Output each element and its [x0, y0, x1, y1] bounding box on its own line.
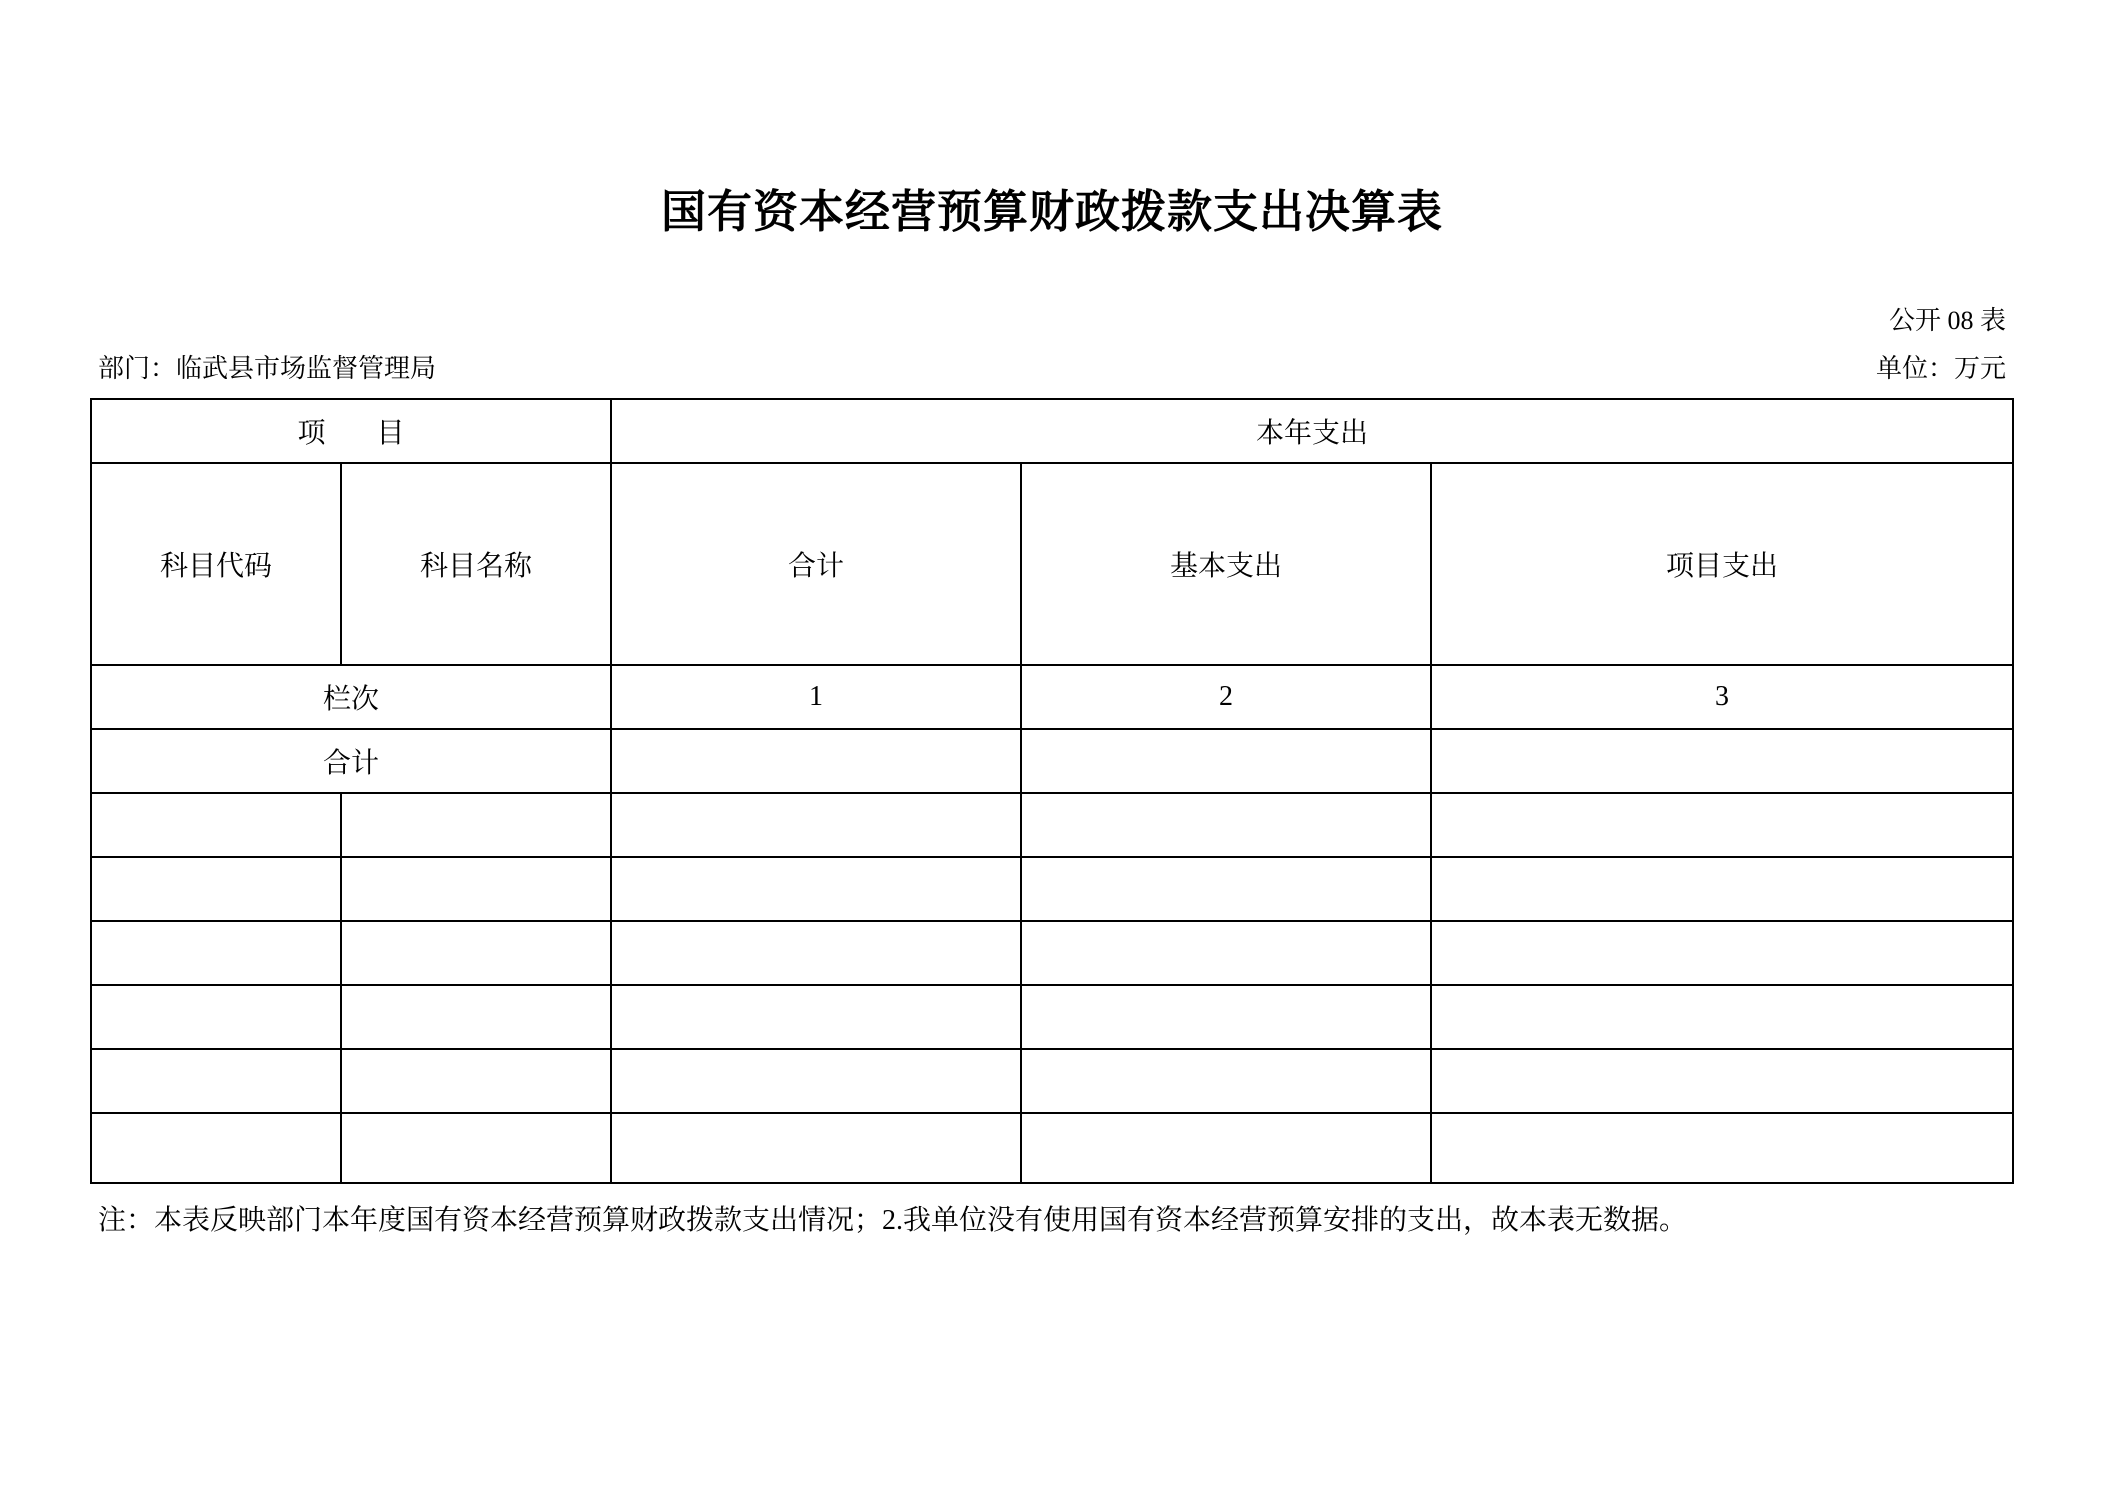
- row-project: [1431, 921, 2013, 985]
- column-index-label: 栏次: [91, 665, 611, 729]
- row-code: [91, 1113, 341, 1183]
- row-code: [91, 1049, 341, 1113]
- row-code: [91, 921, 341, 985]
- row-total: [611, 985, 1021, 1049]
- row-code: [91, 793, 341, 857]
- row-total: [611, 921, 1021, 985]
- total-row-basic: [1021, 729, 1431, 793]
- department-label: 部门：临武县市场监督管理局: [98, 354, 437, 383]
- total-row-project: [1431, 729, 2013, 793]
- header-item-group: [91, 399, 611, 463]
- table-row: [91, 1113, 2013, 1183]
- table-header-row-sub: [91, 463, 2013, 665]
- column-index-3: 3: [1431, 665, 2013, 729]
- form-code-label: 公开 08 表: [1888, 306, 2006, 335]
- row-project: [1431, 1049, 2013, 1113]
- row-total: [611, 1113, 1021, 1183]
- row-code: [91, 985, 341, 1049]
- row-name: [341, 1113, 611, 1183]
- total-row-total: [611, 729, 1021, 793]
- table-row: [91, 921, 2013, 985]
- row-project: [1431, 857, 2013, 921]
- header-total: 合计: [611, 463, 1021, 665]
- row-project: [1431, 1113, 2013, 1183]
- table-row: [91, 857, 2013, 921]
- row-name: [341, 1049, 611, 1113]
- header-expenditure-group: 本年支出: [611, 399, 2013, 463]
- row-basic: [1021, 857, 1431, 921]
- total-row-label: 合计: [91, 729, 611, 793]
- row-total: [611, 1049, 1021, 1113]
- row-basic: [1021, 921, 1431, 985]
- row-name: [341, 921, 611, 985]
- unit-label: 单位：万元: [1875, 354, 2006, 383]
- table-column-index-row: [91, 665, 2013, 729]
- header-item-group-label: 项 目: [297, 418, 427, 449]
- expenditure-table: [90, 398, 2014, 1184]
- row-project: [1431, 793, 2013, 857]
- row-total: [611, 857, 1021, 921]
- column-index-1: 1: [611, 665, 1021, 729]
- table-note: 注：本表反映部门本年度国有资本经营预算财政拨款支出情况；2.我单位没有使用国有资本经营预算安排的支出，故本表无数据。: [98, 1205, 1688, 1236]
- table-row: [91, 985, 2013, 1049]
- header-subject-name: 科目名称: [341, 463, 611, 665]
- row-basic: [1021, 1049, 1431, 1113]
- row-code: [91, 857, 341, 921]
- row-basic: [1021, 1113, 1431, 1183]
- table-row: [91, 793, 2013, 857]
- header-subject-code: 科目代码: [91, 463, 341, 665]
- column-index-2: 2: [1021, 665, 1431, 729]
- row-name: [341, 985, 611, 1049]
- table-row: [91, 1049, 2013, 1113]
- header-basic-expenditure: 基本支出: [1021, 463, 1431, 665]
- page-title: 国有资本经营预算财政拨款支出决算表: [660, 186, 1443, 237]
- table-header-row-group: [91, 399, 2013, 463]
- row-name: [341, 793, 611, 857]
- row-basic: [1021, 793, 1431, 857]
- row-basic: [1021, 985, 1431, 1049]
- row-total: [611, 793, 1021, 857]
- row-project: [1431, 985, 2013, 1049]
- table-total-row: [91, 729, 2013, 793]
- header-project-expenditure: 项目支出: [1431, 463, 2013, 665]
- row-name: [341, 857, 611, 921]
